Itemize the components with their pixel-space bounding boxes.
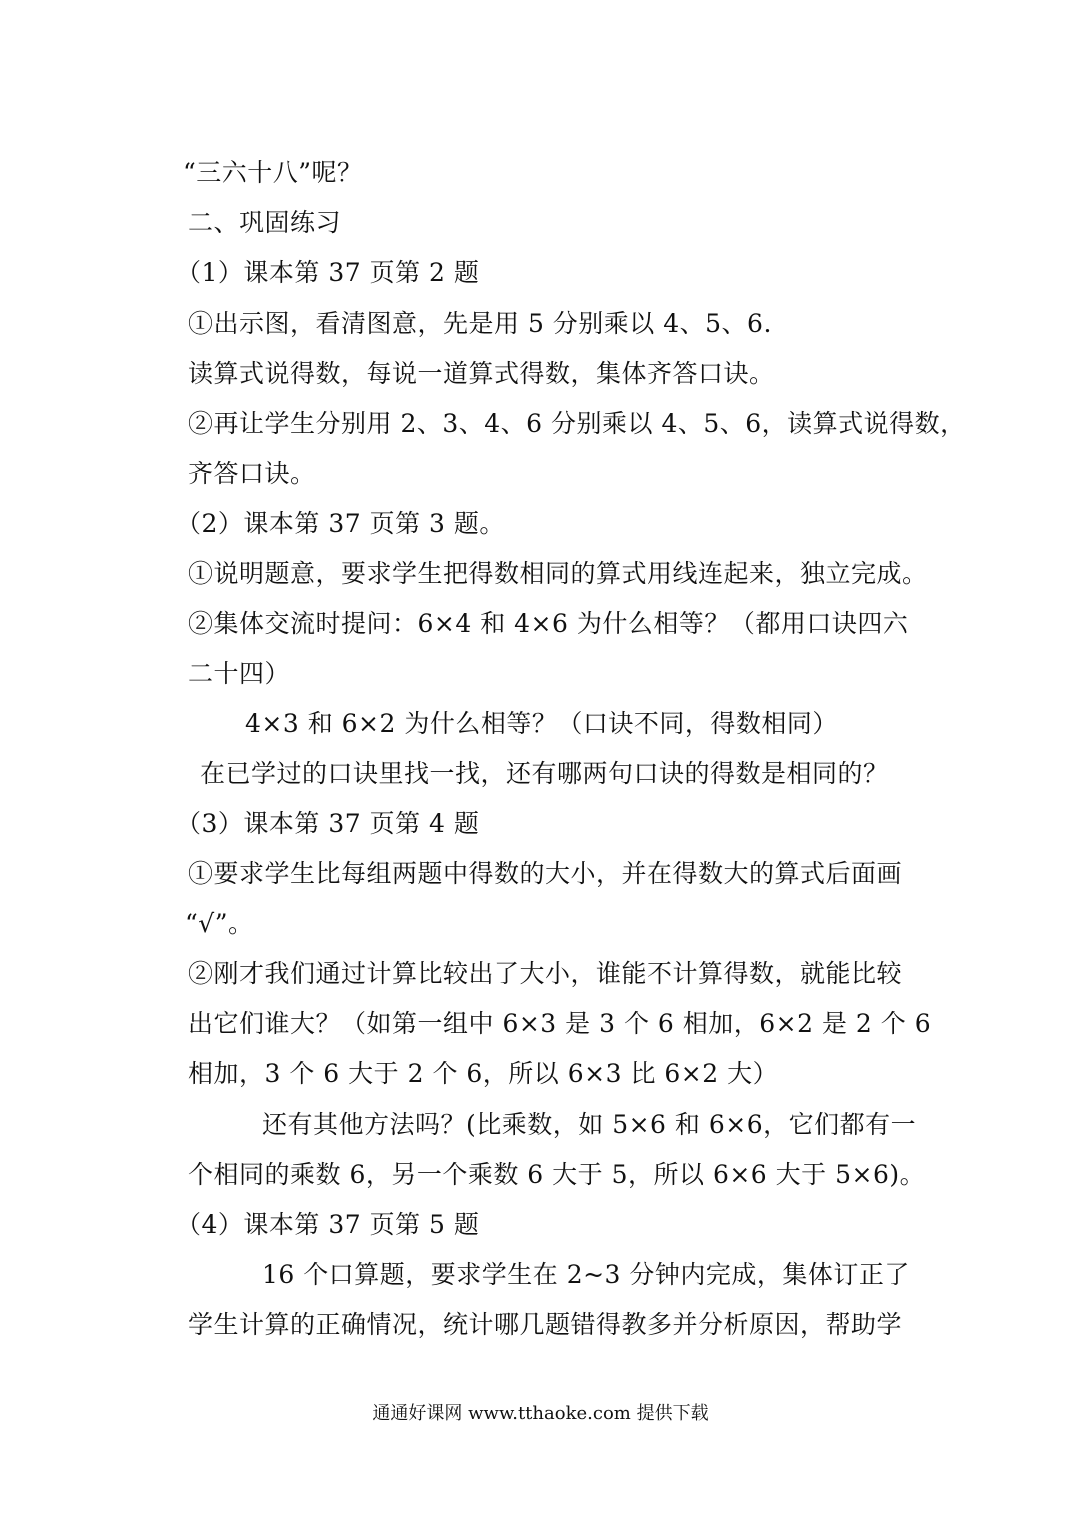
text-line: ①要求学生比每组两题中得数的大小，并在得数大的算式后面画	[188, 859, 903, 888]
text-line: 16 个口算题，要求学生在 2~3 分钟内完成，集体订正了	[262, 1260, 910, 1289]
text-line: 还有其他方法吗？(比乘数，如 5×6 和 6×6，它们都有一	[262, 1110, 917, 1139]
text-line: “三六十八”呢？	[183, 158, 363, 187]
text-line: ②刚才我们通过计算比较出了大小，谁能不计算得数，就能比较	[188, 959, 903, 988]
text-line: “√”。	[185, 909, 254, 938]
text-line: 个相同的乘数 6，另一个乘数 6 大于 5，所以 6×6 大于 5×6)。	[188, 1160, 926, 1189]
text-line: ①说明题意，要求学生把得数相同的算式用线连起来，独立完成。	[188, 559, 928, 588]
text-line: 二十四）	[188, 659, 291, 688]
text-line: ①出示图，看清图意，先是用 5 分别乘以 4、5、6.	[188, 309, 772, 338]
text-line: ②集体交流时提问：6×4 和 4×6 为什么相等？（都用口诀四六	[188, 609, 909, 638]
text-line: 4×3 和 6×2 为什么相等？（口诀不同，得数相同）	[245, 709, 838, 738]
text-line: 相加，3 个 6 大于 2 个 6，所以 6×3 比 6×2 大）	[188, 1059, 779, 1088]
text-line: 在已学过的口诀里找一找，还有哪两句口诀的得数是相同的？	[200, 759, 889, 788]
exercise-heading: （3）课本第 37 页第 4 题	[176, 809, 480, 838]
exercise-heading: （4）课本第 37 页第 5 题	[176, 1210, 480, 1239]
text-line: ②再让学生分别用 2、3、4、6 分别乘以 4、5、6，读算式说得数，	[188, 409, 966, 438]
text-line: 读算式说得数，每说一道算式得数，集体齐答口诀。	[188, 359, 775, 388]
text-line: 出它们谁大？（如第一组中 6×3 是 3 个 6 相加，6×2 是 2 个 6	[188, 1009, 932, 1038]
text-line: 学生计算的正确情况，统计哪几题错得教多并分析原因，帮助学	[188, 1310, 903, 1339]
exercise-heading: （1）课本第 37 页第 2 题	[176, 258, 480, 287]
page-footer: 通通好课网 www.tthaoke.com 提供下载	[372, 1403, 709, 1424]
section-heading: 二、巩固练习	[188, 208, 342, 237]
exercise-heading: （2）课本第 37 页第 3 题。	[176, 509, 505, 538]
text-line: 齐答口诀。	[188, 459, 316, 488]
